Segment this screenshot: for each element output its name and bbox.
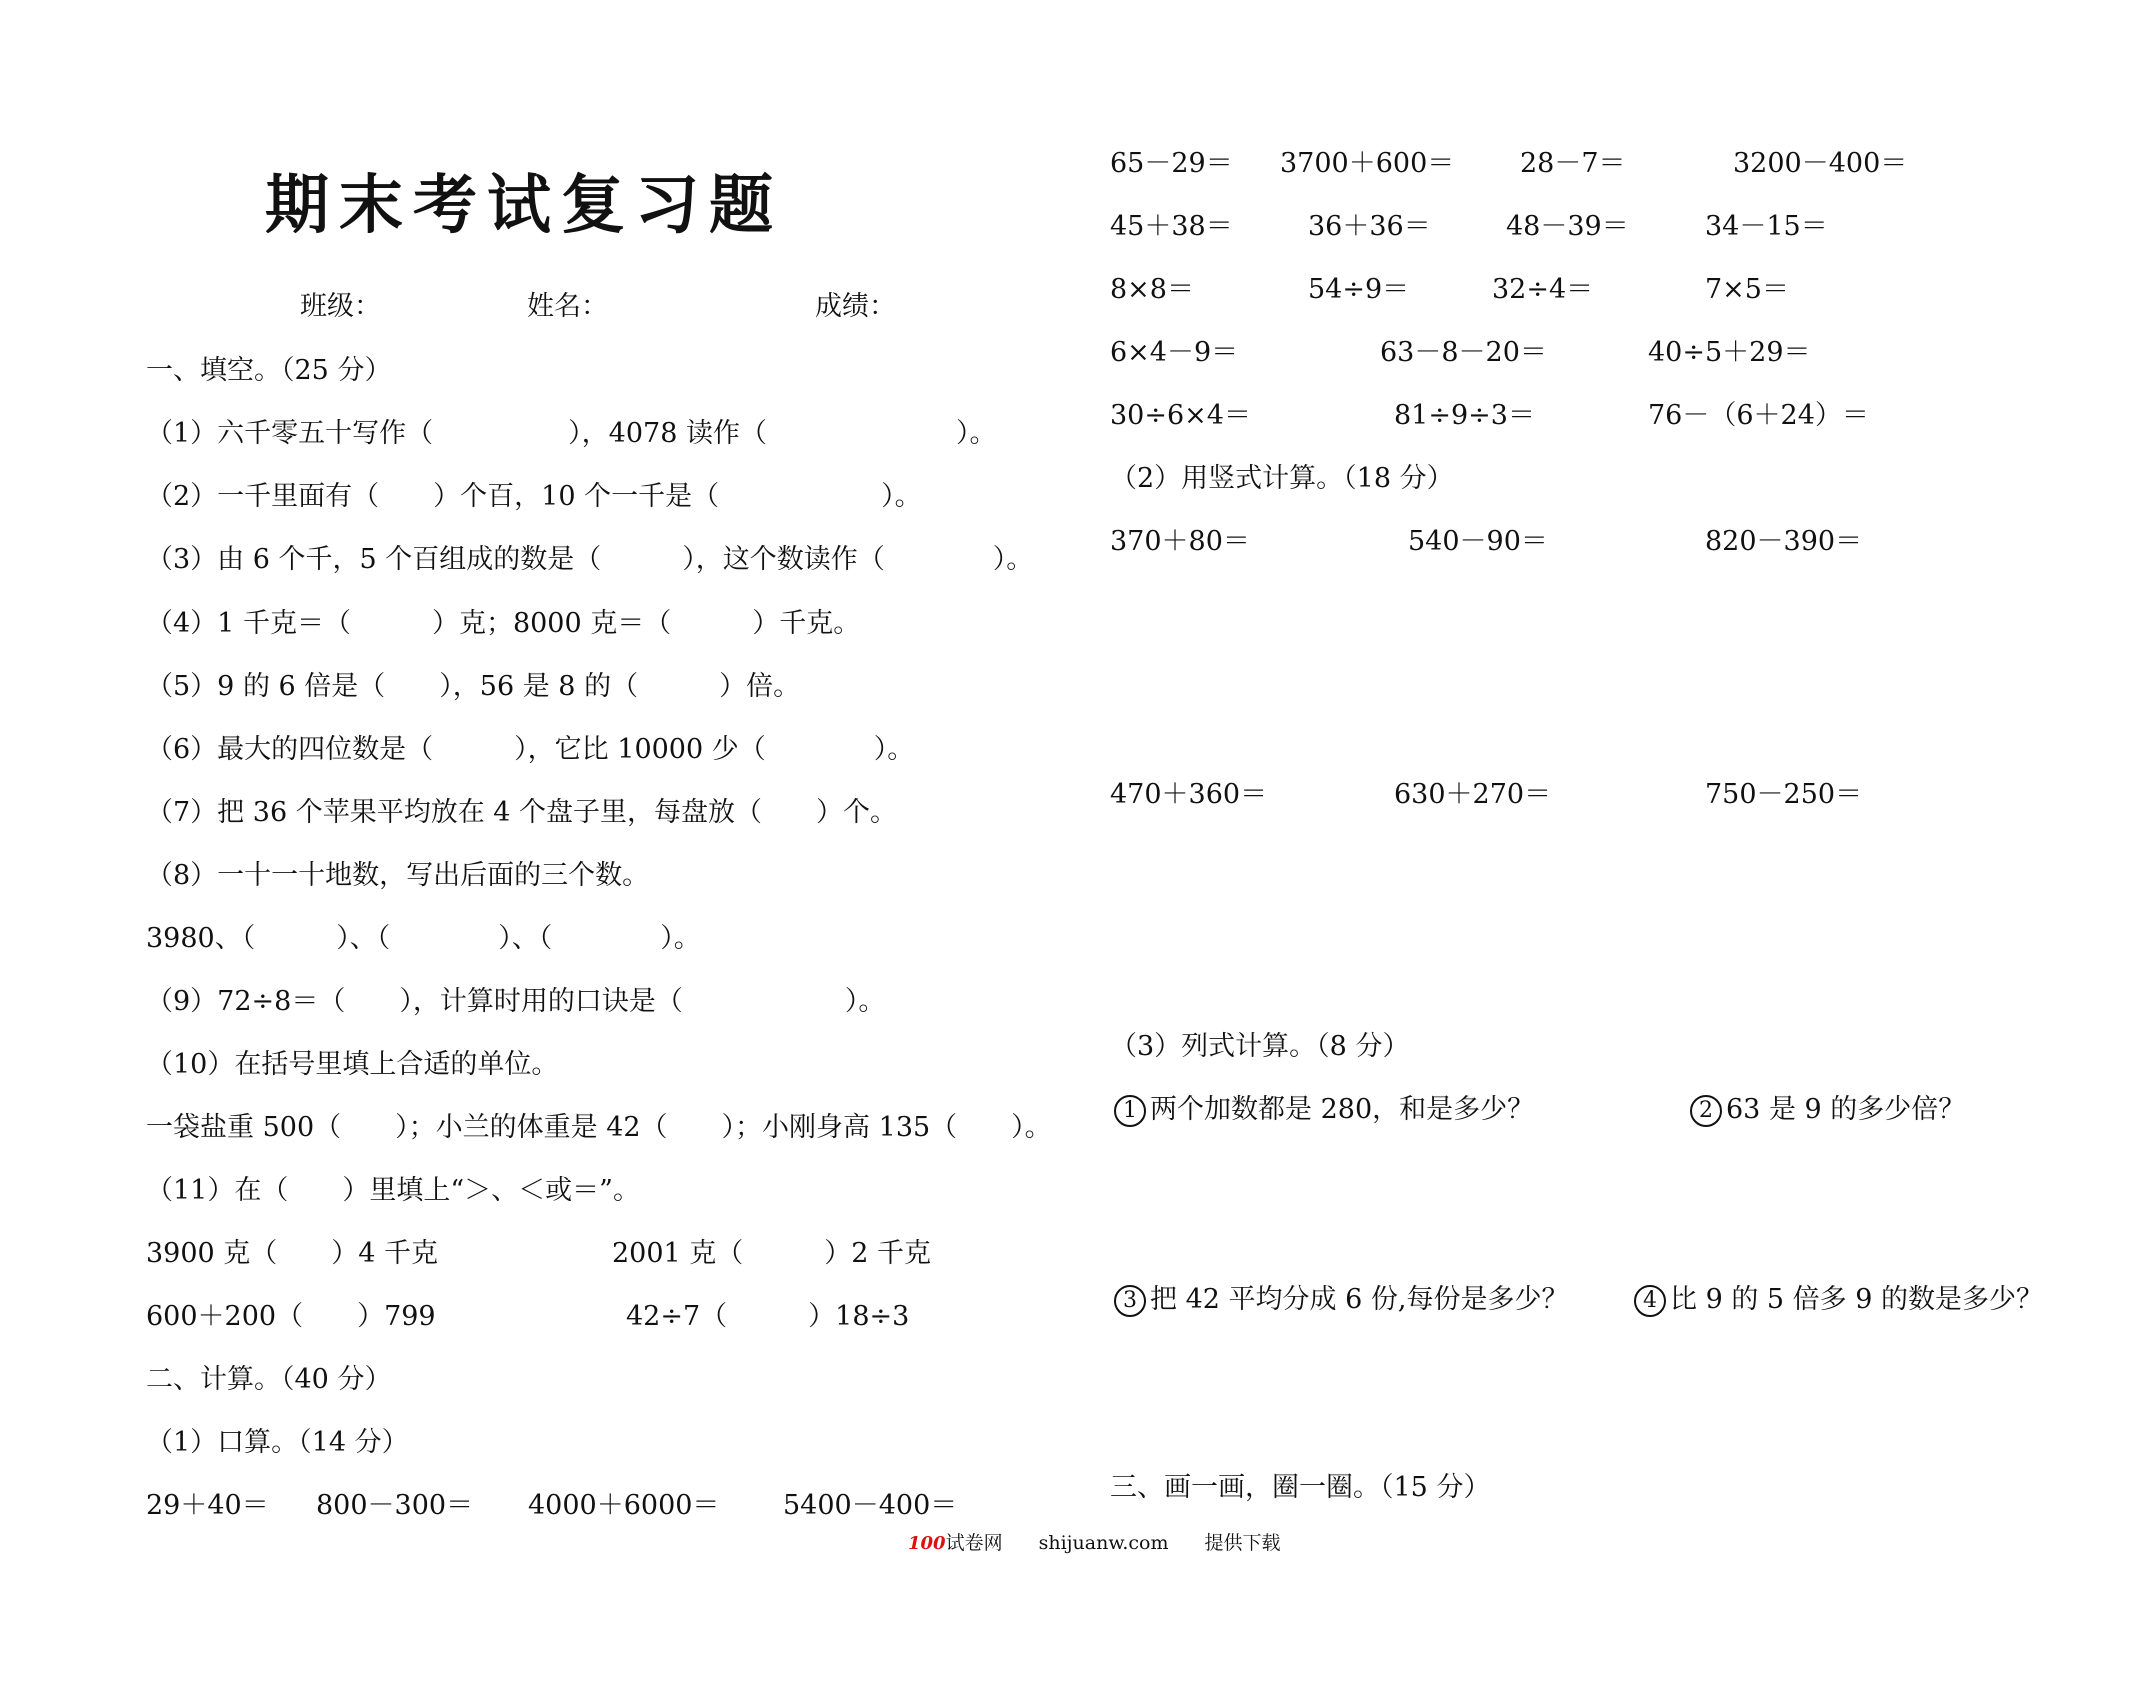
section-3-heading: 三、画一画，圈一圈。（15 分） [1110,1472,1491,1503]
site-url[interactable]: shijuanw.com [1038,1532,1169,1554]
question-1-7: （7）把 36 个苹果平均放在 4 个盘子里，每盘放（ ）个。 [146,797,898,828]
word-problem-1 [1114,1093,1534,1127]
page-title: 期末考试复习题 [265,169,783,243]
word-problem-text: 两个加数都是 280，和是多少？ [1150,1094,1535,1125]
compare-item: 42÷7（ ）18÷3 [626,1301,910,1332]
compare-item: 2001 克（ ）2 千克 [612,1238,932,1269]
question-1-10-blanks: 一袋盐重 500（ ）；小兰的体重是 42（ ）；小刚身高 135（ ）。 [146,1112,1052,1143]
vertical-item: 540－90＝ [1408,526,1548,557]
section-1-heading: 一、填空。（25 分） [146,355,392,386]
word-problem-4 [1634,1283,2043,1317]
oral-item: 63－8－20＝ [1380,337,1547,368]
word-problem-3 [1114,1283,1568,1317]
oral-item: 34－15＝ [1705,211,1828,242]
question-1-11: （11）在（ ）里填上“＞、＜或＝”。 [146,1175,640,1206]
oral-item: 54÷9＝ [1308,274,1410,305]
oral-item: 3200－400＝ [1733,148,1908,179]
question-1-2: （2）一千里面有（ ）个百，10 个一千是（ ）。 [146,481,922,512]
number-badge: 1 [1114,1095,1146,1127]
oral-item: 36＋36＝ [1308,211,1431,242]
oral-item: 65－29＝ [1110,148,1233,179]
word-problem-text: 63 是 9 的多少倍？ [1726,1094,1966,1125]
oral-item: 45＋38＝ [1110,211,1233,242]
oral-item: 29＋40＝ [146,1490,269,1521]
compare-item: 600＋200（ ）799 [146,1301,436,1332]
oral-item: 40÷5＋29＝ [1648,337,1811,368]
word-problem-2 [1690,1093,1965,1127]
oral-item: 3700＋600＝ [1280,148,1455,179]
oral-item: 28－7＝ [1520,148,1626,179]
score-label: 成绩： [815,291,896,322]
oral-item: 5400－400＝ [783,1490,958,1521]
oral-calc-heading: （1）口算。（14 分） [146,1427,409,1458]
oral-item: 32÷4＝ [1492,274,1594,305]
site-name: 试卷网 [945,1532,1003,1554]
compare-item: 3900 克（ ）4 千克 [146,1238,439,1269]
oral-item: 76－（6＋24）＝ [1648,400,1869,431]
word-problem-text: 把 42 平均分成 6 份,每份是多少？ [1150,1284,1569,1315]
oral-item: 4000＋6000＝ [528,1490,720,1521]
section-2-heading: 二、计算。（40 分） [146,1364,392,1395]
question-1-6: （6）最大的四位数是（ ），它比 10000 少（ ）。 [146,734,915,765]
number-badge: 3 [1114,1285,1146,1317]
oral-item: 800－300＝ [316,1490,474,1521]
question-1-10: （10）在括号里填上合适的单位。 [146,1049,559,1080]
vertical-item: 370＋80＝ [1110,526,1250,557]
number-badge: 4 [1634,1285,1666,1317]
class-label: 班级： [300,291,381,322]
vertical-item: 750－250＝ [1705,779,1863,810]
word-problems-heading: （3）列式计算。（8 分） [1110,1031,1410,1062]
word-problem-text: 比 9 的 5 倍多 9 的数是多少？ [1670,1284,2044,1315]
vertical-item: 630＋270＝ [1394,779,1552,810]
question-1-8: （8）一十一十地数，写出后面的三个数。 [146,860,650,891]
vertical-item: 820－390＝ [1705,526,1863,557]
question-1-9: （9）72÷8＝（ ），计算时用的口诀是（ ）。 [146,986,886,1017]
oral-item: 30÷6×4＝ [1110,400,1251,431]
site-logo: 100 [908,1533,946,1554]
oral-item: 81÷9÷3＝ [1394,400,1535,431]
name-label: 姓名： [527,291,608,322]
oral-item: 8×8＝ [1110,274,1194,305]
question-1-3: （3）由 6 个千，5 个百组成的数是（ ），这个数读作（ ）。 [146,544,1034,575]
vertical-calc-heading: （2）用竖式计算。（18 分） [1110,463,1454,494]
question-1-5: （5）9 的 6 倍是（ ），56 是 8 的（ ）倍。 [146,671,801,702]
footer-note: 提供下载 [1204,1532,1281,1554]
question-1-8-blanks: 3980、（ ）、（ ）、（ ）。 [146,923,701,954]
vertical-item: 470＋360＝ [1110,779,1268,810]
question-1-1: （1）六千零五十写作（ ），4078 读作（ ）。 [146,418,997,449]
oral-item: 7×5＝ [1705,274,1789,305]
oral-item: 6×4－9＝ [1110,337,1239,368]
footer [908,1528,1281,1555]
question-1-4: （4）1 千克＝（ ）克；8000 克＝（ ）千克。 [146,608,861,639]
oral-item: 48－39＝ [1506,211,1629,242]
number-badge: 2 [1690,1095,1722,1127]
